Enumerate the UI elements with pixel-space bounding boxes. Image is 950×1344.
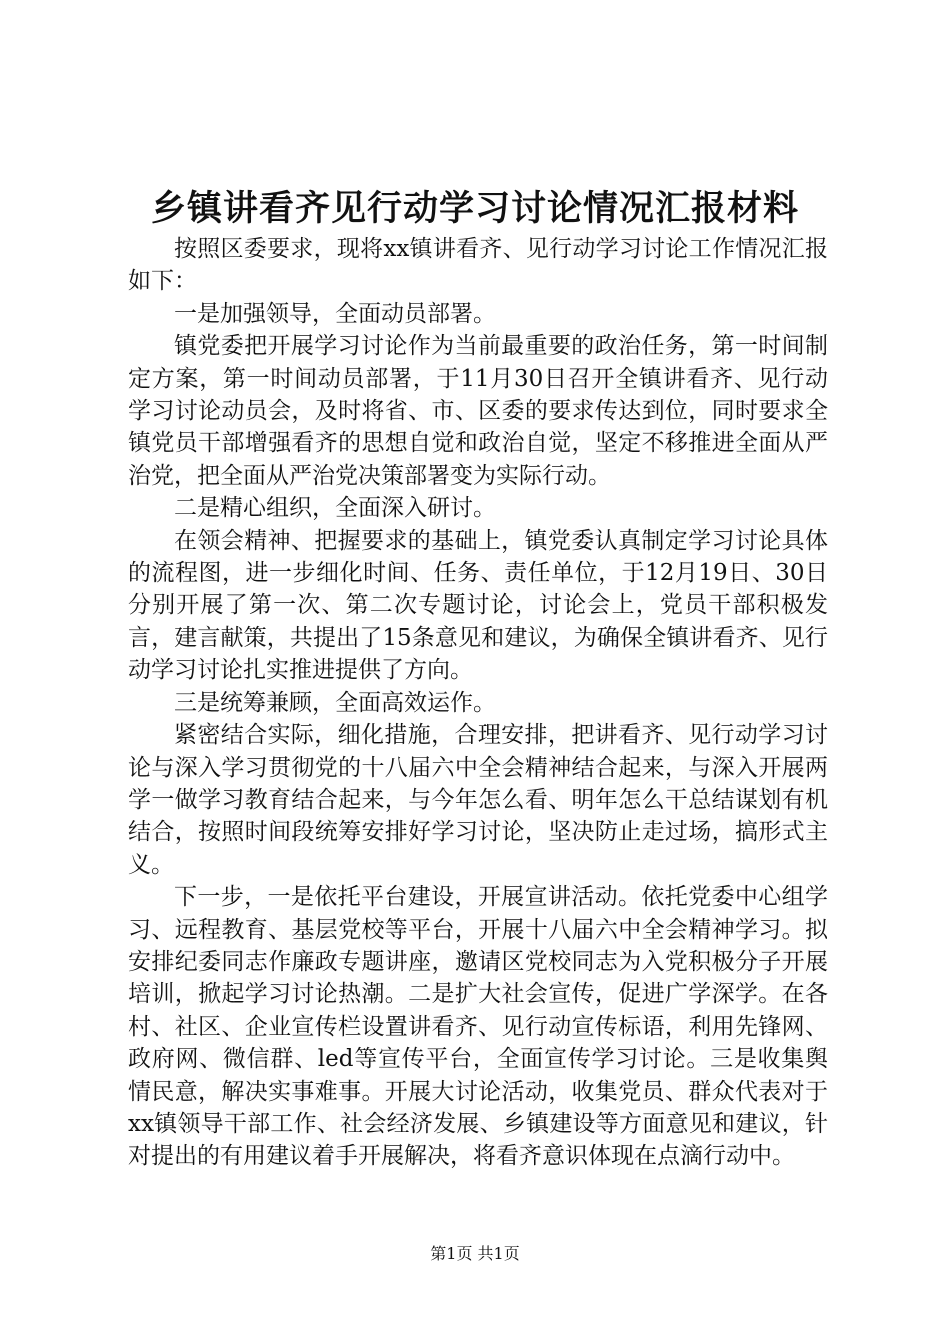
document-title: 乡镇讲看齐见行动学习讨论情况汇报材料 [150,188,799,229]
page-footer: 第1页 共1页 [430,1244,520,1263]
paragraph-body-2: 在领会精神、把握要求的基础上，镇党委认真制定学习讨论具体的流程图，进一步细化时间、任务、责任单位，于12月19日、30日分别开展了第一次、第二次专题讨论，讨论会上，党员干部积极发言，建言献策，共提出了15条意见和建议，为确保全镇讲看齐、见行动学习讨论扎实推进提供了方向。 [128,527,828,684]
paragraph-heading-3: 三是统筹兼顾，全面高效运作。 [174,689,496,716]
paragraph-next-steps: 下一步，一是依托平台建设，开展宣讲活动。依托党委中心组学习、远程教育、基层党校等平台，开展十八届六中全会精神学习。拟安排纪委同志作廉政专题讲座，邀请区党校同志为入党积极分子开展培训，掀起学习讨论热潮。二是扩大社会宣传，促进广学深学。在各村、社区、企业宣传栏设置讲看齐、见行动宣传标语，利用先锋网、政府网、微信群、led等宣传平台，全面宣传学习讨论。三是收集舆情民意，解决实事难事。开展大讨论活动，收集党员、群众代表对于xx镇领导干部工作、社会经济发展、乡镇建设等方面意见和建议，针对提出的有用建议着手开展解决，将看齐意识体现在点滴行动中。 [128,884,828,1170]
paragraph-intro: 按照区委要求，现将xx镇讲看齐、见行动学习讨论工作情况汇报如下： [128,236,828,295]
paragraph-heading-1: 一是加强领导，全面动员部署。 [174,300,496,327]
paragraph-heading-2: 二是精心组织，全面深入研讨。 [174,495,496,522]
paragraph-body-1: 镇党委把开展学习讨论作为当前最重要的政治任务，第一时间制定方案，第一时间动员部署，于11月30日召开全镇讲看齐、见行动学习讨论动员会，及时将省、市、区委的要求传达到位，同时要求全镇党员干部增强看齐的思想自觉和政治自觉，坚定不移推进全面从严治党，把全面从严治党决策部署变为实际行动。 [128,333,828,489]
paragraph-body-3: 紧密结合实际，细化措施，合理安排，把讲看齐、见行动学习讨论与深入学习贯彻党的十八届六中全会精神结合起来，与深入开展两学一做学习教育结合起来，与今年怎么看、明年怎么干总结谋划有机结合，按照时间段统筹安排好学习讨论，坚决防止走过场，搞形式主义。 [128,722,828,878]
document-body [128,233,828,1173]
